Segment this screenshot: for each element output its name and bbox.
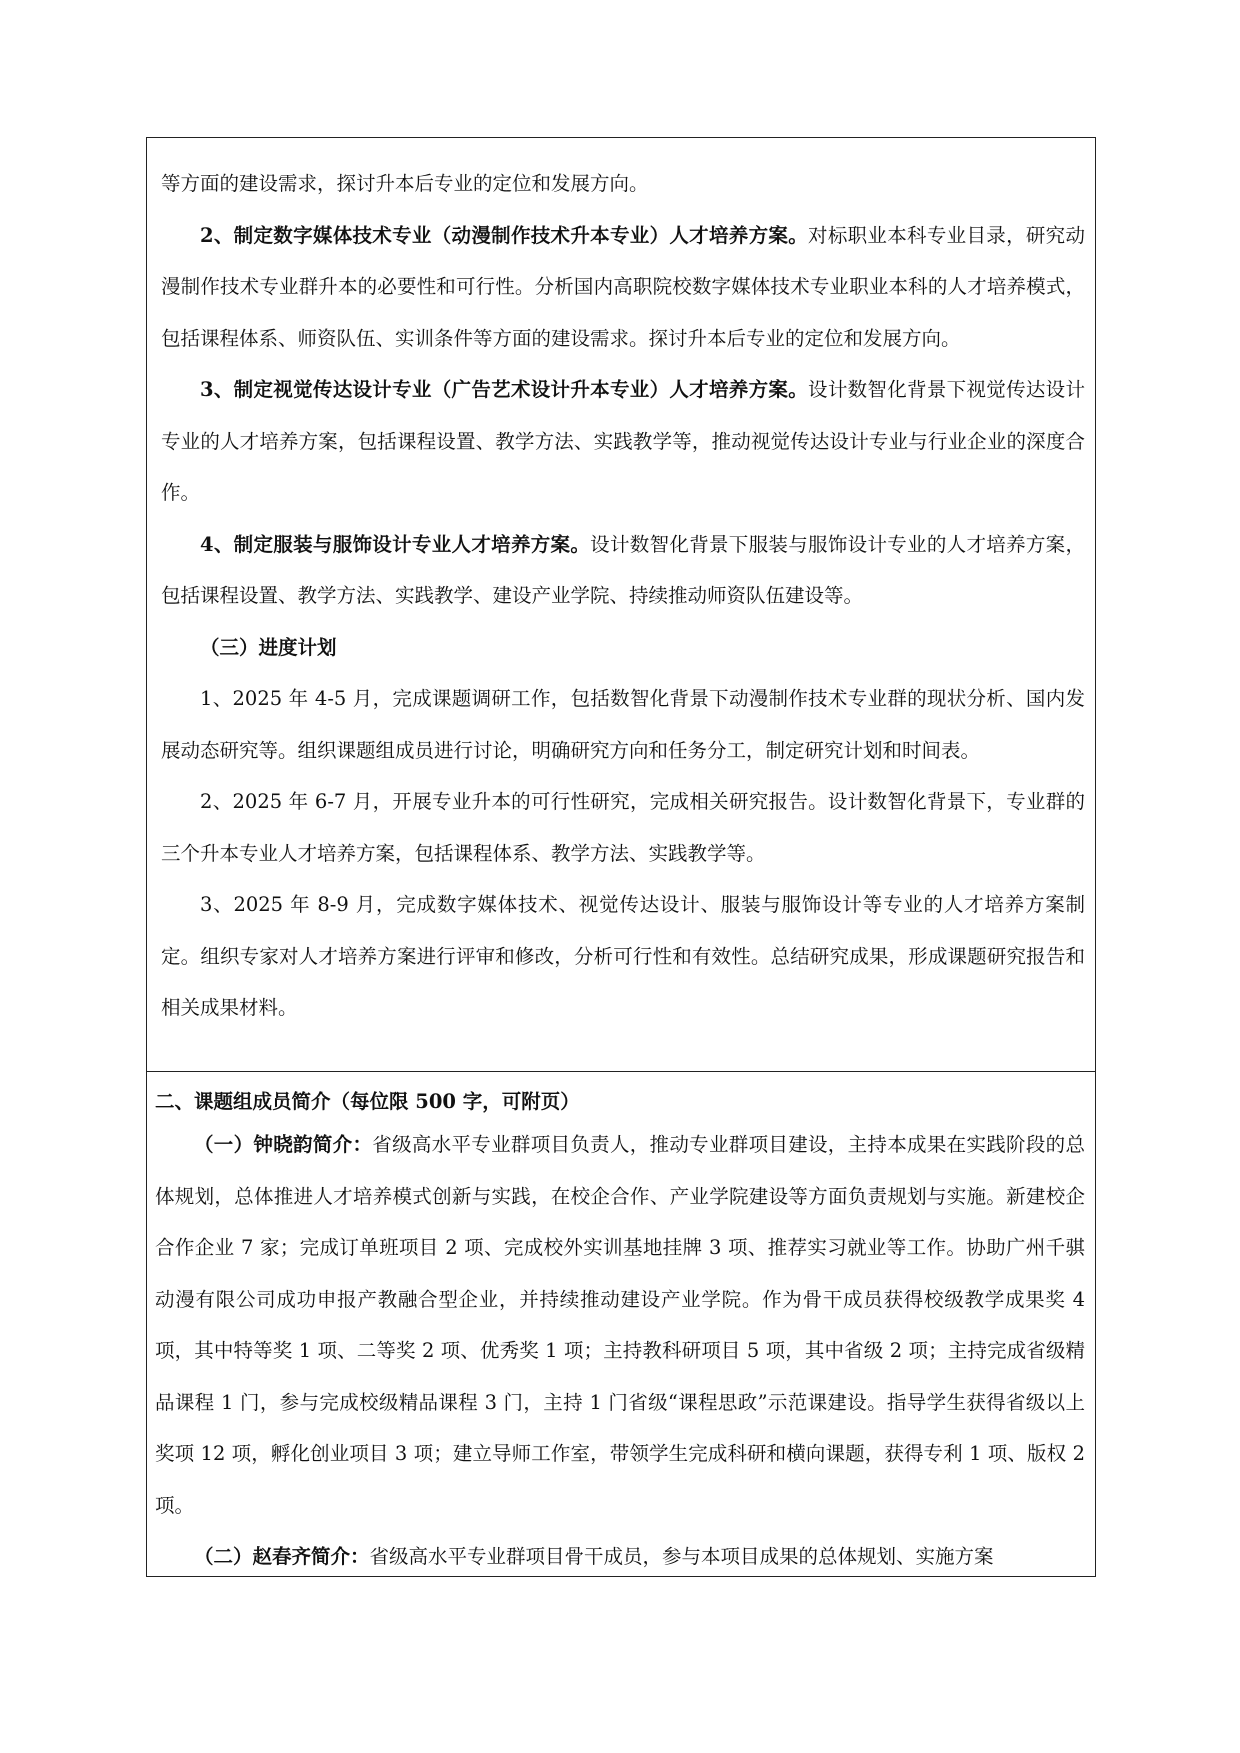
paragraph-continuation: 等方面的建设需求，探讨升本后专业的定位和发展方向。 — [161, 172, 649, 195]
member-bio-1-text: 省级高水平专业群项目负责人，推动专业群项目建设，主持本成果在实践阶段的总体规划，总体推进人才培养模式创新与实践，在校企合作、产业学院建设等方面负责规划与实施。新建校企合作企业 7 家；完成订单班项目 2 项、完成校外实训基地挂牌 3 项、推荐实习就业等工作。协助广州千骐动漫有限公司成功申报产教融合型企业，并持续推动建设产业学院。作为骨干成员获得校级教学成果奖 4 项，其中特等奖 1 项、二等奖 2 项、优秀奖 1 项；主持教科研项目 5 项，其中省级 2 项；主持完成省级精品课程 1 门，参与完成校级精品课程 3 门，主持 1 门省级“课程思政”示范课建设。指导学生获得省级以上奖项 12 项，孵化创业项目 3 项；建立导师工作室，带领学生完成科研和横向课题，获得专利 1 项、版权 2 项。 — [155, 1133, 1085, 1517]
member-bio-1-label: （一）钟晓韵简介： — [194, 1133, 373, 1156]
member-bio-2 — [155, 1531, 1085, 1583]
members-section-title: 二、课题组成员简介（每位限 500 字，可附页） — [155, 1090, 580, 1113]
member-bio-2-text: 省级高水平专业群项目骨干成员，参与本项目成果的总体规划、实施方案 — [369, 1545, 994, 1568]
item-4-title: 4、制定服装与服饰设计专业人才培养方案。 — [200, 532, 591, 556]
table-row-divider — [147, 1071, 1095, 1072]
item-3-title: 3、制定视觉传达设计专业（广告艺术设计升本专业）人才培养方案。 — [200, 378, 809, 401]
item-3-text: 设计数智化背景下视觉传达设计专业的人才培养方案，包括课程设置、教学方法、实践教学等，推动视觉传达设计专业与行业企业的深度合作。 — [161, 378, 1085, 504]
member-bio-2-label: （二）赵春齐简介： — [194, 1545, 370, 1568]
members-cell — [155, 1085, 1085, 1583]
plan-step-1: 1、2025 年 4-5 月，完成课题调研工作，包括数智化背景下动漫制作技术专业群的现状分析、国内发展动态研究等。组织课题组成员进行讨论，明确研究方向和任务分工，制定研究计划和时间表。 — [161, 687, 1085, 762]
item-4-text: 设计数智化背景下服装与服饰设计专业的人才培养方案，包括课程设置、教学方法、实践教学、建设产业学院、持续推动师资队伍建设等。 — [161, 532, 1085, 607]
item-2 — [161, 210, 1085, 365]
item-3 — [161, 364, 1085, 519]
item-2-title: 2、制定数字媒体技术专业（动漫制作技术升本专业）人才培养方案。 — [200, 223, 809, 247]
form-table — [146, 137, 1096, 1577]
item-4 — [161, 519, 1085, 622]
research-plan-cell — [161, 158, 1085, 1034]
plan-step-3: 3、2025 年 8-9 月，完成数字媒体技术、视觉传达设计、服装与服饰设计等专业的人才培养方案制定。组织专家对人才培养方案进行评审和修改，分析可行性和有效性。总结研究成果，形成课题研究报告和相关成果材料。 — [161, 893, 1085, 1019]
member-bio-1 — [155, 1119, 1085, 1531]
progress-plan-heading: （三）进度计划 — [200, 635, 337, 659]
plan-step-2: 2、2025 年 6-7 月，开展专业升本的可行性研究，完成相关研究报告。设计数智化背景下，专业群的三个升本专业人才培养方案，包括课程体系、教学方法、实践教学等。 — [161, 790, 1085, 865]
item-2-text: 对标职业本科专业目录，研究动漫制作技术专业群升本的必要性和可行性。分析国内高职院校数字媒体技术专业职业本科的人才培养模式，包括课程体系、师资队伍、实训条件等方面的建设需求。探讨升本后专业的定位和发展方向。 — [161, 223, 1085, 350]
